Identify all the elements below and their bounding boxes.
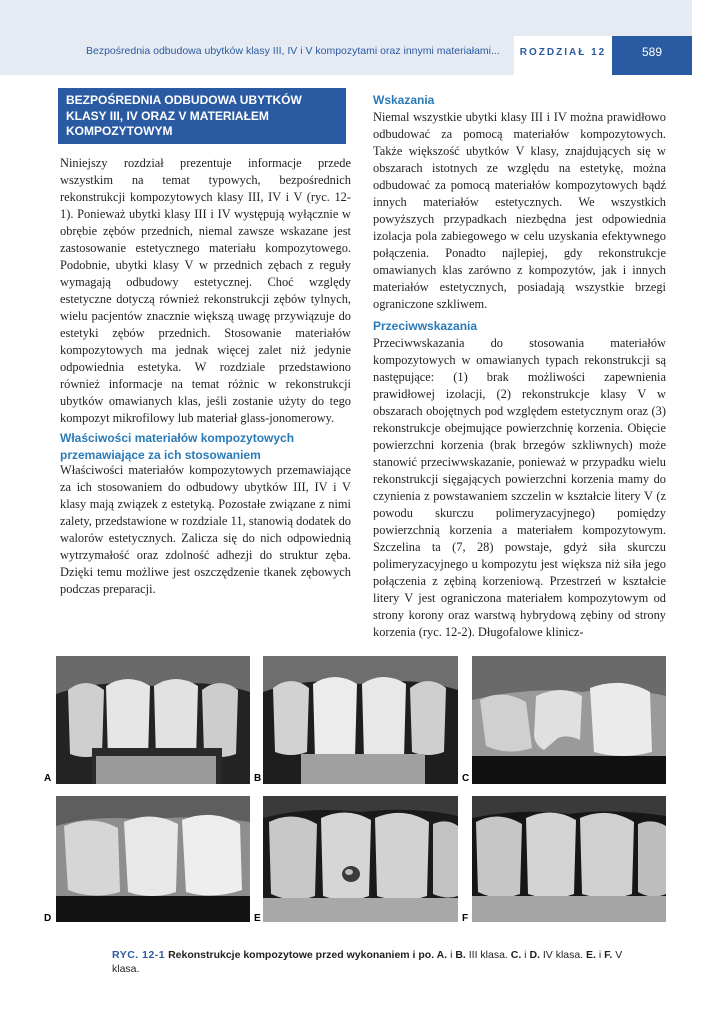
- photo-c-class4-before: [472, 656, 666, 784]
- photo-a-class3-before: [56, 656, 250, 784]
- panel-label-a: A: [44, 773, 52, 784]
- chapter-label: ROZDZIAŁ 12: [514, 36, 612, 75]
- intro-text: Niniejszy rozdział prezentuje informacje przede wszystkim na temat typowych, bezpośrednich rekonstrukcji kompozytowych klasy III, IV i V (ryc. 12-1). Ponieważ ubytki klasy III i IV występują wyłącznie w obrębie zębów przednich, niemal zawsze wskazane jest zastosowanie estetycznego materiału kompozytowego. Podobnie, ubytki klasy V w przednich zębach z reguły wymagają odbudowy estetycznej. Choć względy estetyczne dotyczą również rekonstrukcji zębów tylnych, wielu pacjentów znacznie większą uwagę przywiązuje do estetyki zębów przednich. Stosowanie materiałów kompozytowych ma jednak więcej zalet niż jedynie odpowiednia estetyka. W rozdziale przedstawiono również informacje na temat różnic w rekonstrukcji ubytków omawianych klas, jeśli zostanie użyty do tego kompozyt mikrofilowy lub materiał glass-jonomerowy.: [60, 156, 351, 425]
- caption-text-1: i: [447, 949, 456, 961]
- caption-bold-lead: Rekonstrukcje kompozytowe przed wykonaniem i po. A.: [168, 949, 448, 961]
- figure-caption: [112, 948, 632, 976]
- panel-label-b: B: [254, 773, 262, 784]
- caption-bold-b: B.: [455, 949, 466, 961]
- contraindications-heading: Przeciwwskazania: [373, 319, 478, 333]
- caption-text-2: III klasa.: [465, 949, 511, 961]
- photo-f-class5-after: [472, 796, 666, 922]
- caption-text-4: IV klasa.: [539, 949, 587, 961]
- photo-d-class4-after: [56, 796, 250, 922]
- caption-text-6: V klasa.: [112, 949, 623, 975]
- panel-label-f: F: [462, 913, 469, 924]
- panel-label-e: E: [254, 913, 261, 924]
- caption-bold-c: C.: [510, 949, 522, 961]
- indications-heading: Wskazania: [373, 93, 435, 107]
- panel-label-d: D: [44, 913, 52, 924]
- page-number: 589: [612, 36, 692, 75]
- panel-label-c: C: [462, 773, 470, 784]
- caption-bold-d: D.: [529, 949, 540, 961]
- contraindications-paragraph: Przeciwwskazania do stosowania materiałów kompozytowych w omawianych typach rekonstrukcji są następujące: (1) brak możliwości zapewnienia prawidłowej izolacji, (2) rekonstrukcje klasy V w obszarach obojętnych pod względem estetycznym oraz (3) rekonstrukcje obejmujące powierzchnię korzenia. Obięcie powierzchni korzenia (brak brzegów szkliwnych) może stanowić przeciwwskazanie, ponieważ w przypadku wielu rekonstrukcji sięgających powierzchni korzenia mamy do czynienia z powstawaniem szczelin w kształcie litery V (z powodu skurczu polimeryzacyjnego) pomiędzy powierzchnią korzenia a materiałem kompozytowym. Szczelina ta (7, 28) powstaje, gdyż siła skurczu polimeryzacyjnego u kompozytu jest większa niż siła jego połączenia z zębiną korzeniową. Przestrzeń w kształcie litery V jest ograniczona materiałem kompozytowym od strony korony oraz warstwą hybrydową zębiny od strony korzenia (ryc. 12-2). Długofalowe klinicz-: [373, 336, 666, 639]
- properties-paragraph: Właściwości materiałów kompozytowych przemawiające za ich stosowaniem do odbudowy ubytków III, IV i V klasy mają związek z estetyką. Pozostałe związane z nimi zalety, przedstawione w rozdziale 11, stanowią dodatek do walorów estetycznych. Zalicza się do nich odpowiednią wytrzymałość oraz zdolność adhezji do struktur zęba. Dzięki temu możliwe jest oszczędzenie tkanek zębowych podczas preparacji.: [60, 463, 351, 596]
- intro-paragraph: [60, 155, 351, 427]
- photo-b-class3-after: [263, 656, 458, 784]
- caption-bold-f: F.: [604, 949, 613, 961]
- running-title: Bezpośrednia odbudowa ubytków klasy III, IV i V kompozytami oraz innymi materiałami...: [86, 45, 500, 57]
- section-title: BEZPOŚREDNIA ODBUDOWA UBYTKÓW KLASY III, IV ORAZ V MATERIAŁEM KOMPOZYTOWYM: [66, 93, 302, 138]
- caption-bold-e: E.: [586, 949, 596, 961]
- photo-e-class5-before: [263, 796, 458, 922]
- header-edge: [692, 0, 719, 75]
- indications-paragraph: Niemal wszystkie ubytki klasy III i IV można prawidłowo odbudować za pomocą materiałów kompozytowych. Także większość ubytków V klasy, znajdujących się w obszarach istotnych ze względu na estetykę, można odbudować za pomocą materiałów kompozytowych bądź innych materiałów estetycznych. We wszystkich powyższych przypadkach niezbędna jest odpowiednia izolacja pola zabiegowego w celu uzyskania efektywnego połączenia. Ponadto najlepiej, gdy rekonstrukcje omawianych klas zarówno z kompozytów, jak i innych materiałów estetycznych, posiadają wszystkie brzegi ograniczone szkliwem.: [373, 110, 666, 311]
- properties-heading: Właściwości materiałów kompozytowych przemawiające za ich stosowaniem: [60, 431, 295, 462]
- caption-figure-number: RYC. 12-1: [112, 949, 166, 961]
- caption-text-5: i: [595, 949, 605, 961]
- caption-text-3: i: [521, 949, 530, 961]
